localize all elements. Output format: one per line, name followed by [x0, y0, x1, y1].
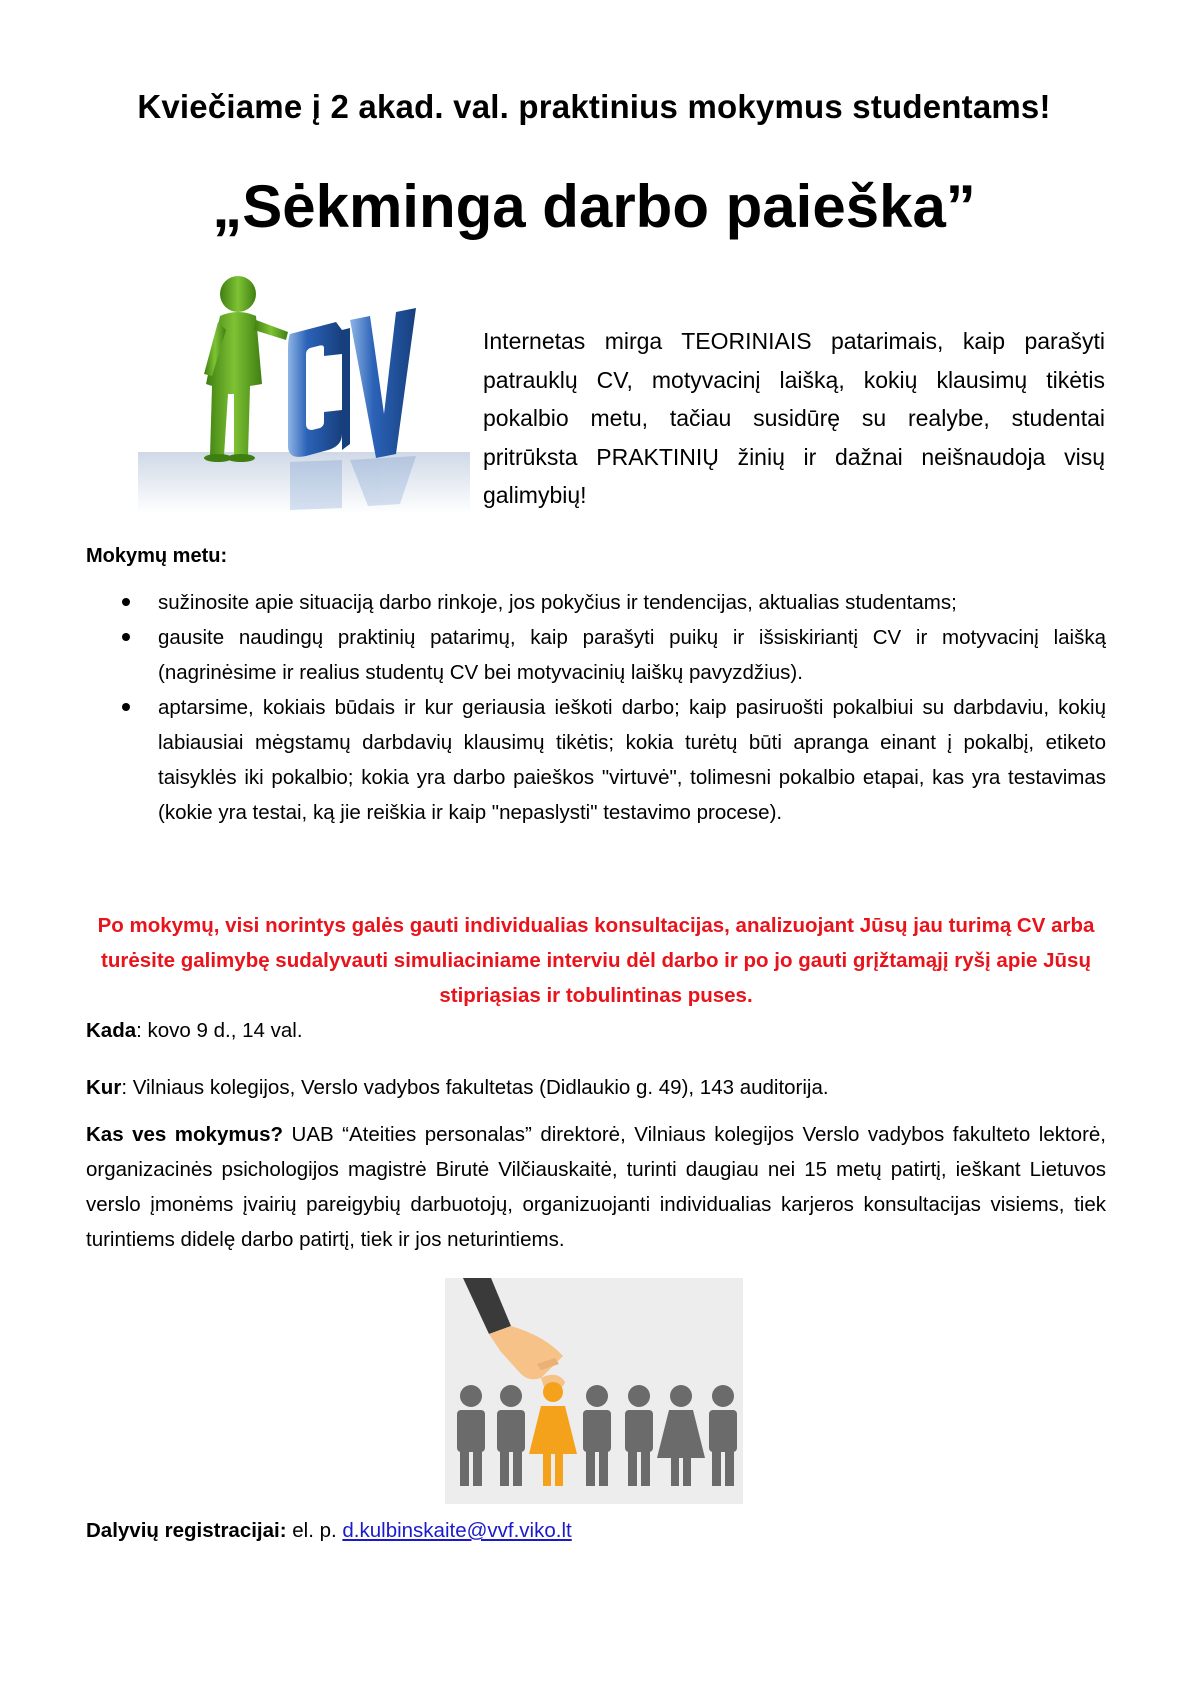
- list-item: [86, 690, 1106, 830]
- green-person-icon: [204, 276, 288, 462]
- cv-illustration: [138, 261, 470, 514]
- where-line: [86, 1070, 1106, 1105]
- where-label: Kur: [86, 1076, 122, 1099]
- intro-paragraph: Internetas mirga TEORINIAIS patarimais, kaip parašyti patrauklų CV, motyvacinį laišką, kokių klausimų tikėtis pokalbio metu, tačiau susidūrę su realybe, studentai pritrūksta PRAKTINIŲ žinių ir dažnai neišnaudoja visų galimybių!: [483, 328, 1105, 508]
- consultation-notice: Po mokymų, visi norintys galės gauti individualias konsultacijas, analizuojant Jūsų jau turimą CV arba turėsite galimybę sudalyvauti simuliaciniame interviu dėl darbo ir po jo gauti grįžtamąjį ryšį apie Jūsų stipriąsias ir tobulintinas puses.: [97, 914, 1095, 1007]
- page-subtitle: Kviečiame į 2 akad. val. praktinius mokymus studentams!: [137, 88, 1051, 125]
- list-item: [86, 585, 1106, 620]
- registration-prefix: el. p.: [286, 1519, 343, 1542]
- who-label: Kas ves mokymus?: [86, 1123, 284, 1146]
- registration-label: Dalyvių registracijai:: [86, 1519, 287, 1542]
- list-item-text: sužinosite apie situaciją darbo rinkoje, jos pokyčius ir tendencijas, aktualias studentams;: [158, 591, 957, 614]
- bullet-icon: [122, 703, 130, 711]
- training-heading: Mokymų metu:: [86, 545, 228, 567]
- cv-letters-icon: [288, 308, 416, 458]
- where-value: : Vilniaus kolegijos, Verslo vadybos fakultetas (Didlaukio g. 49), 143 auditorija.: [121, 1076, 829, 1099]
- when-line: [86, 1013, 1106, 1048]
- bullet-icon: [122, 598, 130, 606]
- registration-line: [86, 1519, 572, 1543]
- bullet-icon: [122, 633, 130, 641]
- list-item: [86, 620, 1106, 690]
- trainer-paragraph: [86, 1117, 1106, 1257]
- who-value: UAB “Ateities personalas” direktorė, Vilniaus kolegijos Verslo vadybos fakulteto lektorė, organizacinės psichologijos magistrė Birutė Vilčiauskaitė, turinti daugiau nei 15 metų patirtį, ieškant Lietuvos verslo įmonėms įvairių pareigybių darbuotojų, organizuojanti individualias karjeros konsultacijas visiems, tiek turintiems didelę darbo patirtį, tiek ir jos neturintiems.: [86, 1123, 1106, 1251]
- when-label: Kada: [86, 1019, 137, 1042]
- list-item-text: gausite naudingų praktinių patarimų, kaip parašyti puikų ir išsiskiriantį CV ir motyvacinį laišką (nagrinėsime ir realius studentų CV bei motyvacinių laiškų pavyzdžius).: [158, 626, 1106, 684]
- registration-email-link[interactable]: d.kulbinskaite@vvf.viko.lt: [342, 1519, 572, 1542]
- page-title: „Sėkminga darbo paieška”: [212, 173, 976, 240]
- when-value: : kovo 9 d., 14 val.: [136, 1019, 303, 1042]
- list-item-text: aptarsime, kokiais būdais ir kur geriausia ieškoti darbo; kaip pasiruošti pokalbiui su darbdaviu, kokių labiausiai mėgstamų darbdavių klausimų tikėtis; kokia turėtų būti apranga einant į pokalbį, etiketo taisyklės iki pokalbio; kokia yra darbo paieškos "virtuvė", tolimesni pokalbio etapai, kas yra testavimas (kokie yra testai, ką jie reiškia ir kaip "nepaslysti" testavimo procese).: [158, 696, 1106, 824]
- training-list: [86, 585, 1106, 830]
- cv-logo-text: CV: [138, 261, 161, 278]
- recruitment-illustration: [445, 1278, 743, 1504]
